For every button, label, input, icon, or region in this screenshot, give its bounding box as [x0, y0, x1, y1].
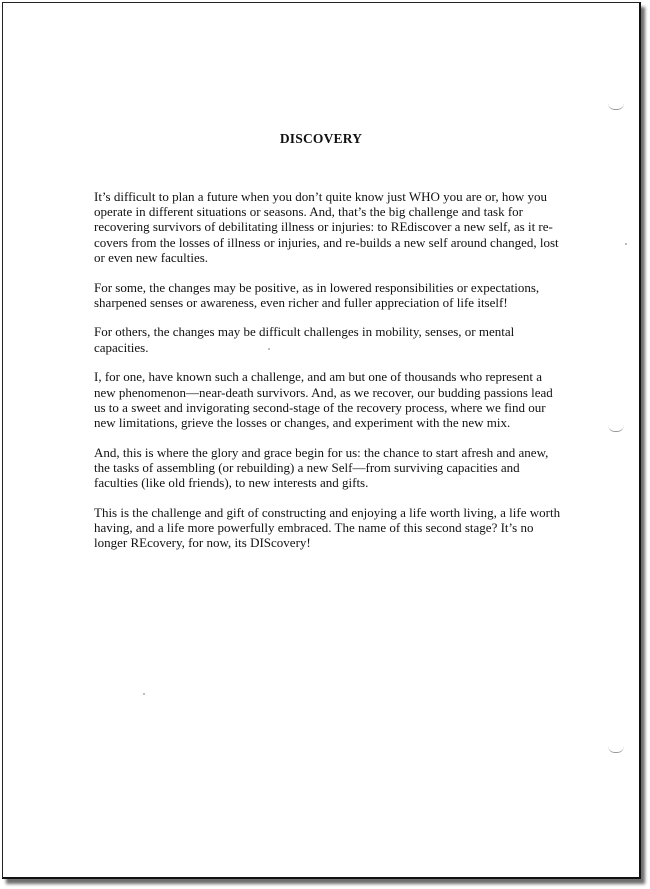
- paragraph-4: I, for one, have known such a challenge, and am but one of thousands who represent a new phenomenon—near-death survivors. And, as we recover, our budding passions lead us to a sweet and invigorating second-stage of the recovery process, where we find our new limitations, grieve the losses or changes, and experiment with the new mix.: [94, 369, 553, 430]
- binder-hole-mark-top: [608, 103, 624, 110]
- paragraph-1: It’s difficult to plan a future when you don’t quite know just WHO you are or, how you operate in different situations or seasons. And, that’s the big challenge and task for recovering survivors of debilitating illness or injuries: to REdiscover a new self, as it re-covers from the losses of illness or injuries, and re-builds a new self around changed, lost or even new faculties.: [94, 189, 559, 265]
- paragraph-5: And, this is where the glory and grace begin for us: the chance to start afresh and anew, the tasks of assembling (or rebuilding) a new Self—from surviving capacities and faculties (like old friends), to new interests and gifts.: [94, 444, 549, 491]
- scan-speck: [625, 243, 627, 245]
- paragraph-6: This is the challenge and gift of constructing and enjoying a life worth living, a life worth having, and a life more powerfully embraced. The name of this second stage? It’s no longer REcovery, for now, its DIScovery!: [94, 504, 561, 551]
- binder-hole-mark-middle: [608, 425, 624, 432]
- scan-speck: [143, 693, 145, 695]
- document-title: DISCOVERY: [279, 131, 363, 146]
- paragraph-3: For others, the changes may be difficult challenges in mobility, senses, or mental capacities.: [94, 324, 515, 355]
- binder-hole-mark-bottom: [608, 746, 624, 753]
- document-body: [94, 189, 564, 565]
- paragraph-2: For some, the changes may be positive, as in lowered responsibilities or expectations, sharpened senses or awareness, even richer and fuller appreciation of life itself!: [94, 279, 540, 310]
- scanned-page: [2, 2, 641, 879]
